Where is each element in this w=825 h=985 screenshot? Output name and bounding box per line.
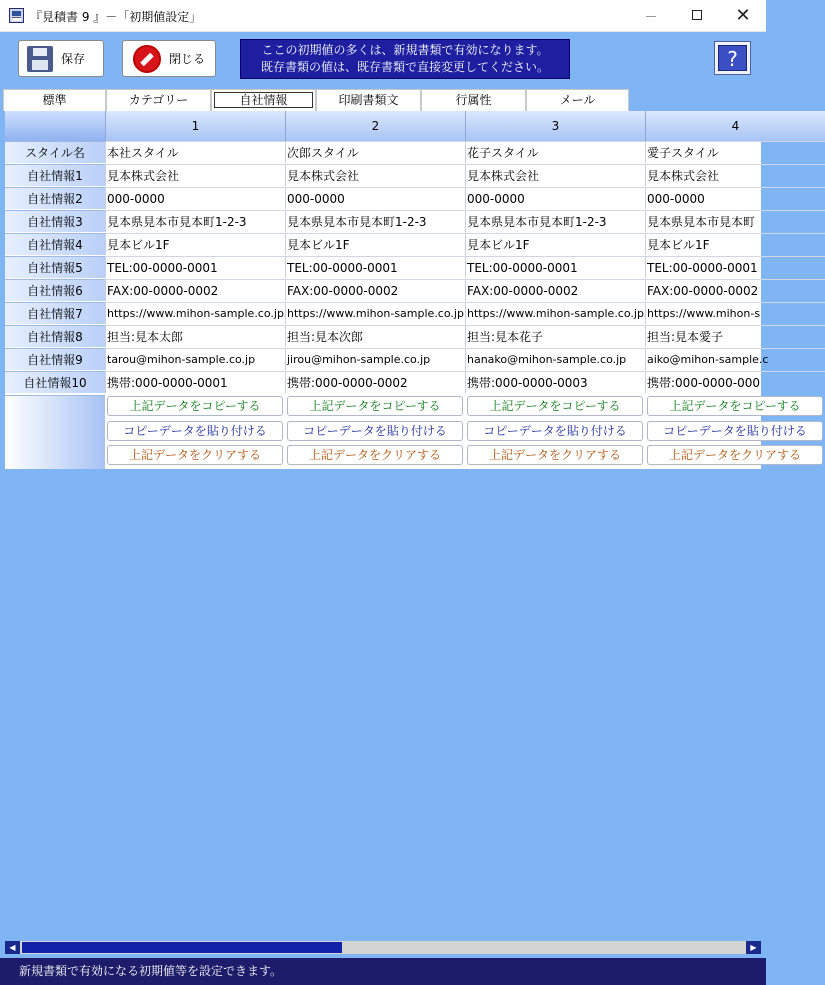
grid-cell[interactable]: FAX:00-0000-0002 bbox=[465, 279, 645, 301]
grid-corner bbox=[5, 111, 105, 141]
row-header: 自社情報2 bbox=[5, 187, 105, 209]
row-header: 自社情報6 bbox=[5, 279, 105, 301]
row-header: 自社情報10 bbox=[5, 371, 105, 393]
grid-cell[interactable]: 見本ビル1F bbox=[645, 233, 825, 255]
grid-cell[interactable]: 見本県見本市見本町 bbox=[645, 210, 825, 232]
paste-data-button[interactable]: コピーデータを貼り付ける bbox=[287, 421, 463, 441]
grid-cell[interactable]: 000-0000 bbox=[465, 187, 645, 209]
grid-cell[interactable]: FAX:00-0000-0002 bbox=[645, 279, 825, 301]
grid-cell[interactable]: 担当:見本愛子 bbox=[645, 325, 825, 347]
close-button[interactable] bbox=[122, 40, 216, 77]
status-bar: 新規書類で有効になる初期値等を設定できます。 bbox=[0, 958, 766, 985]
column-header: 4 bbox=[645, 111, 825, 141]
copy-data-button[interactable]: 上記データをコピーする bbox=[647, 396, 823, 416]
row-header: 自社情報9 bbox=[5, 348, 105, 370]
grid-cell[interactable]: 見本県見本市見本町1-2-3 bbox=[285, 210, 465, 232]
grid-cell[interactable]: 000-0000 bbox=[285, 187, 465, 209]
column-header: 2 bbox=[285, 111, 465, 141]
grid-cell[interactable]: 見本ビル1F bbox=[285, 233, 465, 255]
grid-cell[interactable]: 見本株式会社 bbox=[105, 164, 285, 186]
help-icon: ? bbox=[718, 45, 747, 71]
minimize-icon bbox=[646, 16, 656, 17]
row-header: スタイル名 bbox=[5, 141, 105, 163]
grid-cell[interactable]: https://www.mihon-s bbox=[645, 302, 825, 324]
grid-cell[interactable]: FAX:00-0000-0002 bbox=[285, 279, 465, 301]
app-icon bbox=[9, 8, 24, 23]
grid-cell[interactable]: 000-0000 bbox=[645, 187, 825, 209]
row-header: 自社情報7 bbox=[5, 302, 105, 324]
notice-line-2: 既存書類の値は、既存書類で直接変更してください。 bbox=[260, 60, 549, 74]
clear-data-button[interactable]: 上記データをクリアする bbox=[287, 445, 463, 465]
clear-data-button[interactable]: 上記データをクリアする bbox=[107, 445, 283, 465]
tab-print-text[interactable]: 印刷書類文 bbox=[316, 89, 421, 111]
horizontal-scrollbar[interactable] bbox=[5, 941, 761, 954]
save-button[interactable] bbox=[18, 40, 104, 77]
column-header: 3 bbox=[465, 111, 645, 141]
grid-cell[interactable]: 000-0000 bbox=[105, 187, 285, 209]
tab-standard[interactable]: 標準 bbox=[3, 89, 106, 111]
tab-mail[interactable]: メール bbox=[526, 89, 629, 111]
row-header: 自社情報3 bbox=[5, 210, 105, 232]
close-button-label: 閉じる bbox=[169, 52, 206, 66]
column-header: 1 bbox=[105, 111, 285, 141]
scroll-left-icon[interactable]: ◀ bbox=[5, 941, 20, 954]
row-header: 自社情報5 bbox=[5, 256, 105, 278]
close-window-button[interactable]: ✕ bbox=[735, 5, 751, 26]
grid-cell[interactable]: https://www.mihon-sample.co.jp bbox=[285, 302, 465, 324]
grid-cell[interactable]: TEL:00-0000-0001 bbox=[105, 256, 285, 278]
grid-cell[interactable]: TEL:00-0000-0001 bbox=[285, 256, 465, 278]
tab-row-attributes[interactable]: 行属性 bbox=[421, 89, 526, 111]
grid-cell[interactable]: 愛子スタイル bbox=[645, 141, 825, 163]
scrollbar-thumb[interactable] bbox=[22, 942, 342, 953]
grid-cell[interactable]: 見本株式会社 bbox=[285, 164, 465, 186]
minimize-button[interactable] bbox=[628, 0, 674, 32]
no-entry-icon bbox=[133, 45, 161, 73]
grid-cell[interactable]: 花子スタイル bbox=[465, 141, 645, 163]
grid-cell[interactable]: 担当:見本花子 bbox=[465, 325, 645, 347]
grid-cell[interactable]: 見本ビル1F bbox=[465, 233, 645, 255]
grid-cell[interactable]: tarou@mihon-sample.co.jp bbox=[105, 348, 285, 370]
grid-cell[interactable]: 携帯:000-0000-0001 bbox=[105, 371, 285, 393]
tab-company-info[interactable] bbox=[211, 89, 316, 111]
tab-bar bbox=[3, 89, 629, 111]
grid-cell[interactable]: jirou@mihon-sample.co.jp bbox=[285, 348, 465, 370]
grid-cell[interactable]: TEL:00-0000-0001 bbox=[645, 256, 825, 278]
grid-cell[interactable]: 担当:見本次郎 bbox=[285, 325, 465, 347]
grid-cell[interactable]: aiko@mihon-sample.c bbox=[645, 348, 825, 370]
company-info-grid bbox=[5, 111, 807, 469]
scroll-right-icon[interactable]: ▶ bbox=[746, 941, 761, 954]
grid-cell[interactable]: TEL:00-0000-0001 bbox=[465, 256, 645, 278]
row-header: 自社情報1 bbox=[5, 164, 105, 186]
paste-data-button[interactable]: コピーデータを貼り付ける bbox=[107, 421, 283, 441]
grid-cell[interactable]: https://www.mihon-sample.co.jp bbox=[105, 302, 285, 324]
row-header: 自社情報4 bbox=[5, 233, 105, 255]
help-button[interactable] bbox=[714, 41, 751, 75]
grid-cell[interactable]: 次郎スタイル bbox=[285, 141, 465, 163]
clear-data-button[interactable]: 上記データをクリアする bbox=[467, 445, 643, 465]
notice-line-1: ここの初期値の多くは、新規書類で有効になります。 bbox=[261, 43, 549, 57]
grid-cell[interactable]: FAX:00-0000-0002 bbox=[105, 279, 285, 301]
grid-cell[interactable]: hanako@mihon-sample.co.jp bbox=[465, 348, 645, 370]
grid-cell[interactable]: 携帯:000-0000-0003 bbox=[465, 371, 645, 393]
title-bar bbox=[0, 0, 766, 32]
grid-cell[interactable]: 見本株式会社 bbox=[645, 164, 825, 186]
copy-data-button[interactable]: 上記データをコピーする bbox=[107, 396, 283, 416]
window-title: 『見積書 9 』－「初期値設定」 bbox=[30, 10, 202, 24]
grid-cell[interactable]: 見本県見本市見本町1-2-3 bbox=[465, 210, 645, 232]
tab-company-info-label: 自社情報 bbox=[214, 92, 312, 108]
paste-data-button[interactable]: コピーデータを貼り付ける bbox=[467, 421, 643, 441]
grid-cell[interactable]: 担当:見本太郎 bbox=[105, 325, 285, 347]
copy-data-button[interactable]: 上記データをコピーする bbox=[467, 396, 643, 416]
grid-cell[interactable]: 見本県見本市見本町1-2-3 bbox=[105, 210, 285, 232]
row-header: 自社情報8 bbox=[5, 325, 105, 347]
grid-cell[interactable]: 見本ビル1F bbox=[105, 233, 285, 255]
notice-banner bbox=[240, 39, 570, 79]
copy-data-button[interactable]: 上記データをコピーする bbox=[287, 396, 463, 416]
grid-cell[interactable]: 本社スタイル bbox=[105, 141, 285, 163]
clear-data-button[interactable]: 上記データをクリアする bbox=[647, 445, 823, 465]
tab-category[interactable]: カテゴリー bbox=[106, 89, 211, 111]
actions-row-header bbox=[5, 395, 105, 469]
paste-data-button[interactable]: コピーデータを貼り付ける bbox=[647, 421, 823, 441]
grid-cell[interactable]: 見本株式会社 bbox=[465, 164, 645, 186]
maximize-icon bbox=[692, 10, 702, 20]
maximize-button[interactable] bbox=[674, 0, 720, 32]
grid-cell[interactable]: 携帯:000-0000-000 bbox=[645, 371, 825, 393]
save-button-label: 保存 bbox=[61, 52, 86, 66]
floppy-disk-icon bbox=[27, 46, 53, 72]
grid-cell[interactable]: https://www.mihon-sample.co.jp bbox=[465, 302, 645, 324]
grid-cell[interactable]: 携帯:000-0000-0002 bbox=[285, 371, 465, 393]
